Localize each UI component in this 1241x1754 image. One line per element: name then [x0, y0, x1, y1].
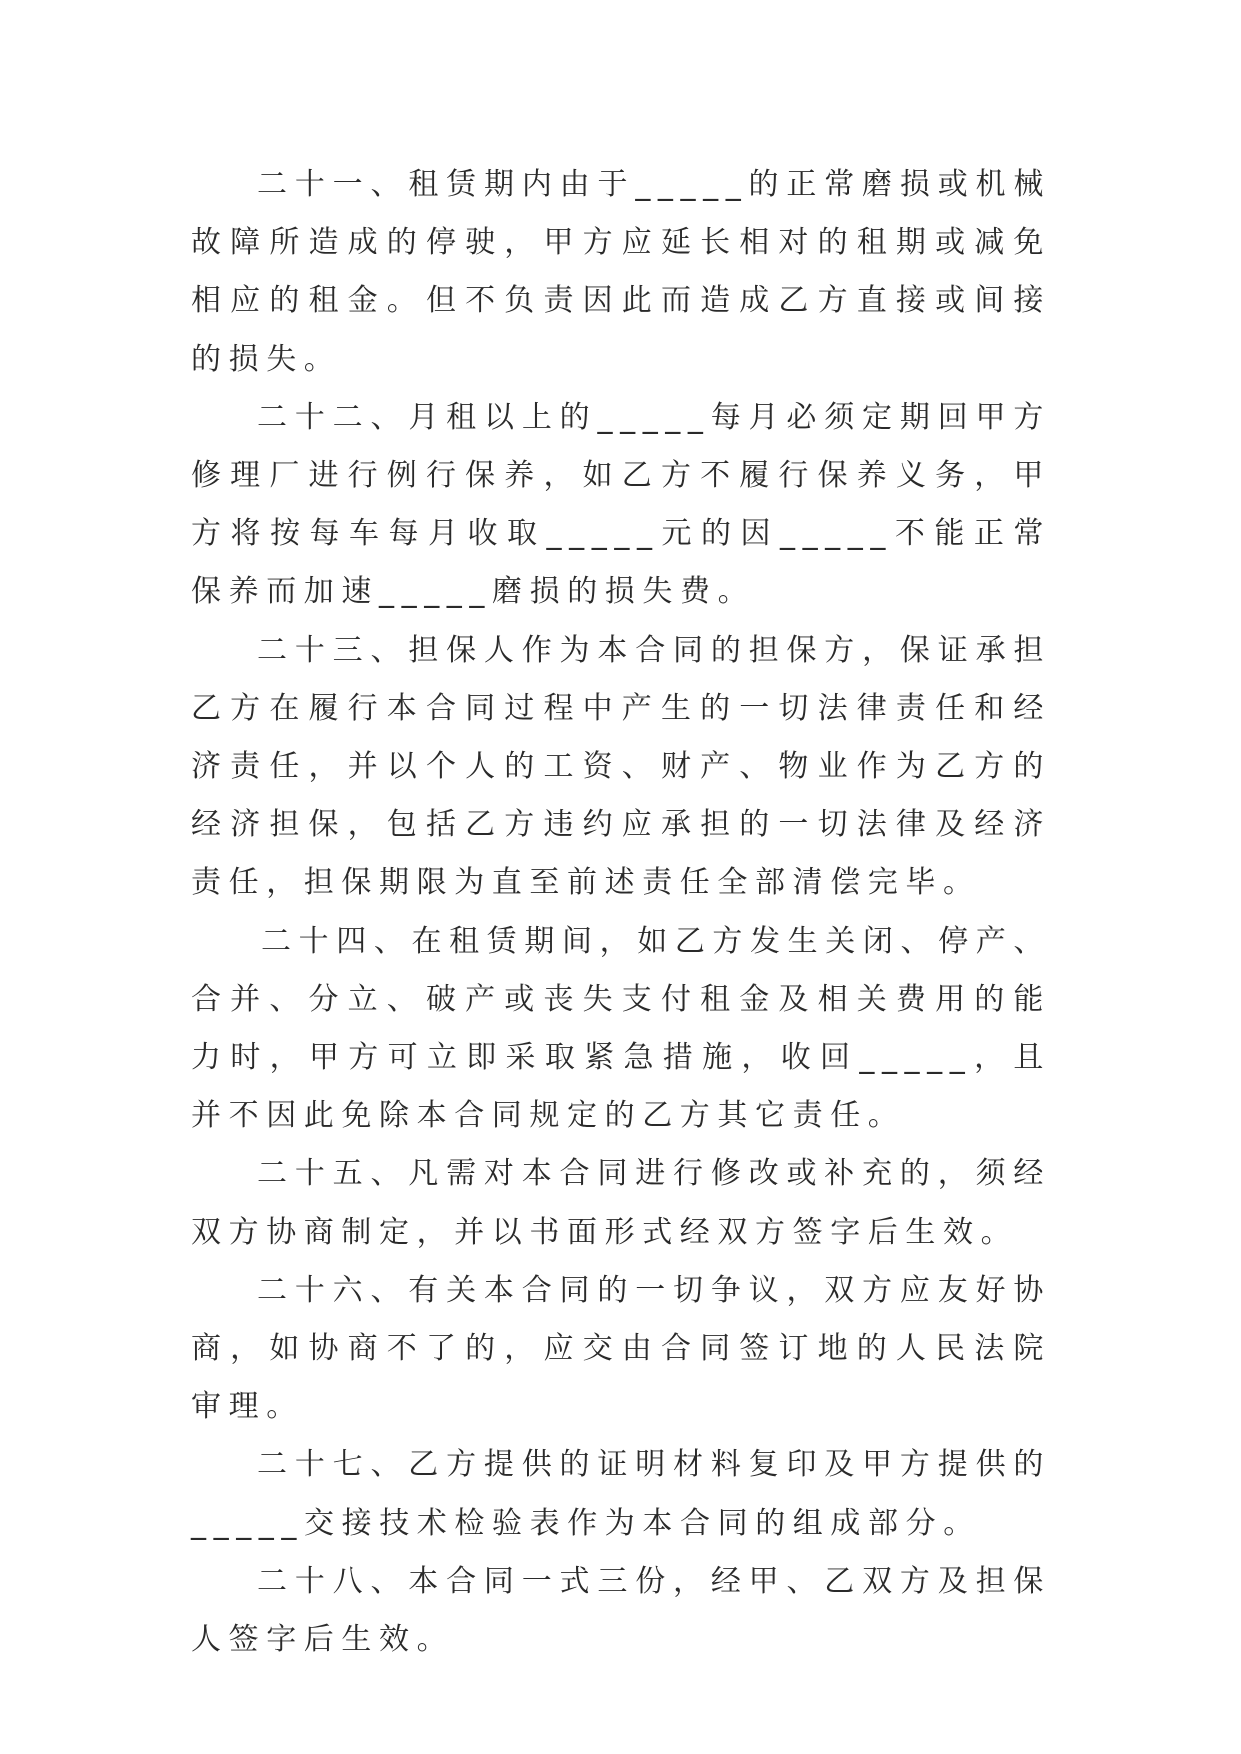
clause-27: 二十七、乙方提供的证明材料复印及甲方提供的_____交接技术检验表作为本合同的组成部分。 [191, 1447, 1051, 1541]
clause-24: 二十四、在租赁期间，如乙方发生关闭、停产、合并、分立、破产或丧失支付租金及相关费用的能力时，甲方可立即采取紧急措施，收回_____，且并不因此免除本合同规定的乙方其它责任。 [191, 923, 1051, 1134]
clause-25: 二十五、凡需对本合同进行修改或补充的，须经双方协商制定，并以书面形式经双方签字后生效。 [191, 1156, 1051, 1250]
clause-26: 二十六、有关本合同的一切争议，双方应友好协商，如协商不了的，应交由合同签订地的人民法院审理。 [191, 1272, 1051, 1425]
clause-21: 二十一、租赁期内由于_____的正常磨损或机械故障所造成的停驶，甲方应延长相对的租期或减免相应的租金。但不负责因此而造成乙方直接或间接的损失。 [191, 167, 1051, 377]
clause-28: 二十八、本合同一式三份，经甲、乙双方及担保人签字后生效。 [191, 1563, 1051, 1658]
document-body [191, 156, 1051, 1669]
clause-22: 二十二、月租以上的_____每月必须定期回甲方修理厂进行例行保养，如乙方不履行保养义务，甲方将按每车每月收取_____元的因_____不能正常保养而加速_____磨损的损失费。 [191, 399, 1051, 610]
clause-23: 二十三、担保人作为本合同的担保方，保证承担乙方在履行本合同过程中产生的一切法律责任和经济责任，并以个人的工资、财产、物业作为乙方的经济担保，包括乙方违约应承担的一切法律及经济责任，担保期限为直至前述责任全部清偿完毕。 [191, 632, 1051, 901]
